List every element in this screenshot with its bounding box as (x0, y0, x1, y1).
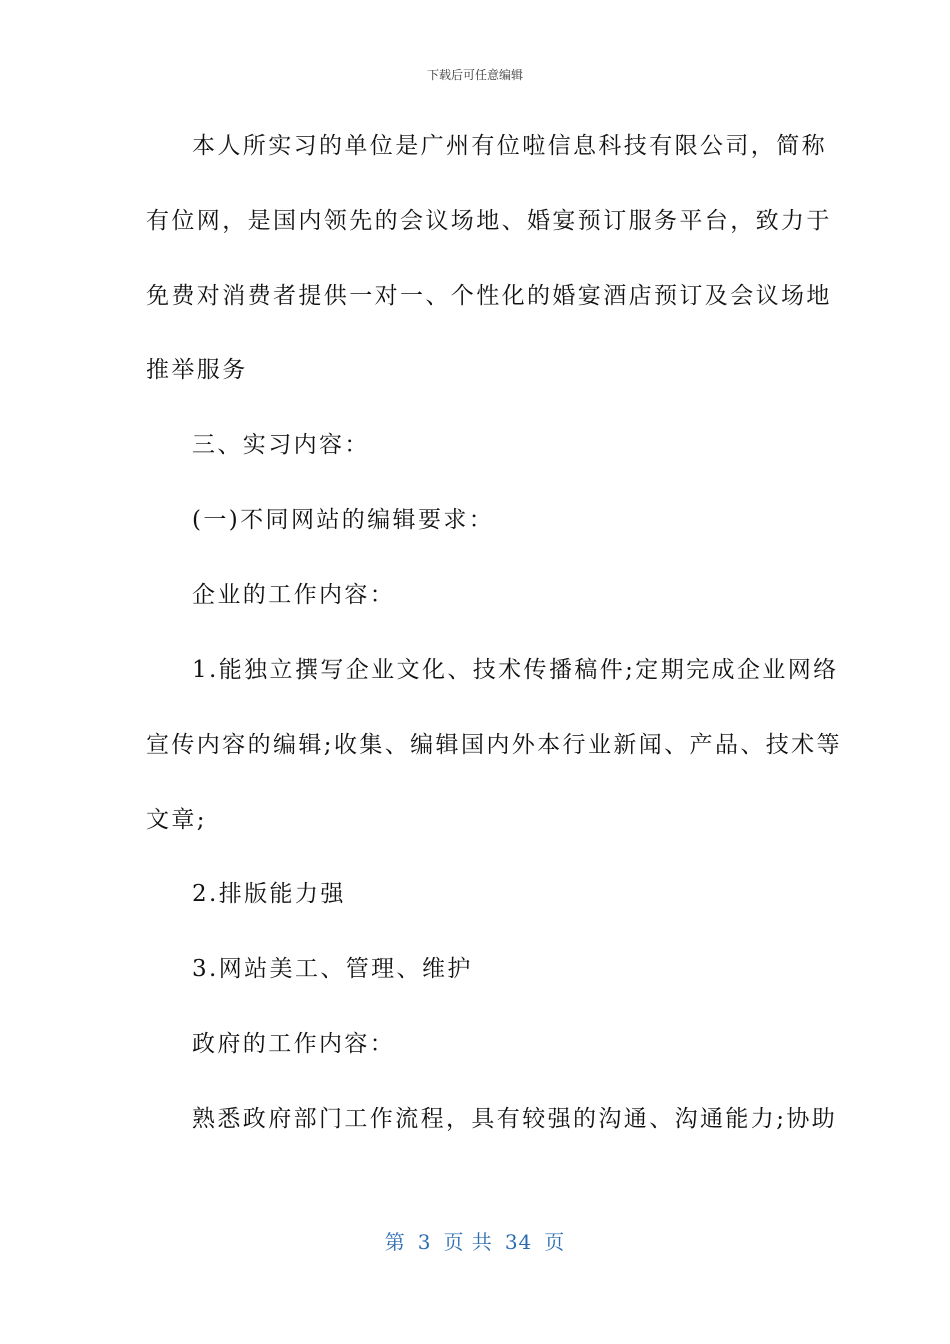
body-line-3: 免费对消费者提供一对一、个性化的婚宴酒店预订及会议场地 (146, 283, 832, 309)
body-line-4: 推举服务 (146, 357, 248, 383)
enterprise-heading: 企业的工作内容： (192, 582, 396, 608)
footer-prefix: 第 (384, 1230, 406, 1254)
footer-total-pages: 34 (504, 1230, 533, 1254)
footer-current-page: 3 (417, 1230, 432, 1254)
list-item-1-cont-2: 文章; (146, 807, 207, 833)
list-item-3: 3.网站美工、管理、维护 (192, 956, 473, 982)
government-heading: 政府的工作内容： (192, 1031, 396, 1057)
list-item-1: 1.能独立撰写企业文化、技术传播稿件;定期完成企业网络 (192, 657, 839, 683)
government-line-1: 熟悉政府部门工作流程，具有较强的沟通、沟通能力;协助 (192, 1106, 838, 1132)
list-item-1-cont: 宣传内容的编辑;收集、编辑国内外本行业新闻、产品、技术等 (146, 732, 842, 758)
footer-middle: 页 共 (443, 1230, 493, 1254)
subsection-heading: (一)不同网站的编辑要求： (192, 507, 495, 533)
footer-suffix: 页 (544, 1230, 566, 1254)
body-line-1: 本人所实习的单位是广州有位啦信息科技有限公司，简称 (192, 133, 827, 159)
header-note: 下载后可任意编辑 (426, 68, 523, 82)
section-heading: 三、实习内容： (192, 432, 370, 458)
page-footer (0, 1226, 950, 1255)
body-line-2: 有位网，是国内领先的会议场地、婚宴预订服务平台，致力于 (146, 208, 832, 234)
list-item-2: 2.排版能力强 (192, 881, 346, 907)
